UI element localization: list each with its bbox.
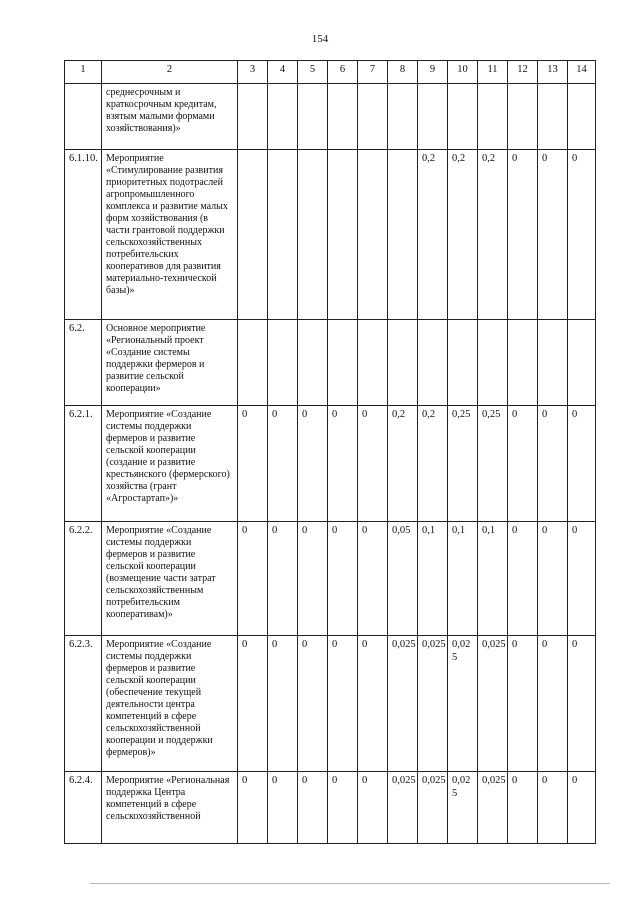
value-cell: 0 [328, 772, 358, 844]
value-cell: 0 [538, 772, 568, 844]
value-cell [358, 84, 388, 150]
row-description: Мероприятие «Создание системы поддержки фермеров и развитие сельской кооперации (возмещение части затрат сельскохозяйственным потребительским кооперативам)» [102, 522, 238, 636]
value-cell [508, 84, 538, 150]
value-cell: 0,025 [448, 636, 478, 772]
column-header: 9 [418, 61, 448, 84]
value-cell [238, 84, 268, 150]
column-header: 8 [388, 61, 418, 84]
value-cell: 0 [298, 772, 328, 844]
table-row [65, 406, 596, 522]
value-cell [358, 150, 388, 320]
value-cell: 0,025 [418, 772, 448, 844]
column-header: 14 [568, 61, 596, 84]
bottom-divider [90, 883, 610, 884]
column-header: 6 [328, 61, 358, 84]
value-cell: 0,2 [388, 406, 418, 522]
value-cell: 0 [328, 406, 358, 522]
value-cell: 0 [538, 406, 568, 522]
value-cell: 0,2 [478, 150, 508, 320]
data-table [64, 60, 596, 844]
value-cell: 0 [238, 522, 268, 636]
value-cell: 0 [568, 406, 596, 522]
value-cell: 0 [508, 772, 538, 844]
value-cell: 0 [568, 522, 596, 636]
value-cell [478, 320, 508, 406]
column-header: 4 [268, 61, 298, 84]
value-cell [238, 320, 268, 406]
row-code: 6.2.2. [65, 522, 102, 636]
value-cell: 0,1 [478, 522, 508, 636]
table-row [65, 636, 596, 772]
row-description: Мероприятие «Региональная поддержка Центра компетенций в сфере сельскохозяйственной [102, 772, 238, 844]
value-cell [568, 84, 596, 150]
value-cell: 0 [268, 772, 298, 844]
value-cell: 0,2 [418, 406, 448, 522]
value-cell [268, 84, 298, 150]
value-cell: 0 [508, 636, 538, 772]
value-cell: 0 [238, 636, 268, 772]
value-cell: 0 [358, 406, 388, 522]
value-cell: 0 [568, 772, 596, 844]
value-cell [328, 150, 358, 320]
value-cell: 0,25 [448, 406, 478, 522]
table-row [65, 320, 596, 406]
value-cell [508, 320, 538, 406]
row-code: 6.1.10. [65, 150, 102, 320]
value-cell [358, 320, 388, 406]
header-row [65, 61, 596, 84]
value-cell: 0 [508, 150, 538, 320]
value-cell: 0 [268, 522, 298, 636]
value-cell: 0 [538, 636, 568, 772]
value-cell [388, 150, 418, 320]
value-cell [478, 84, 508, 150]
value-cell [298, 320, 328, 406]
value-cell [268, 150, 298, 320]
value-cell [328, 84, 358, 150]
column-header: 1 [65, 61, 102, 84]
column-header: 10 [448, 61, 478, 84]
value-cell: 0,25 [478, 406, 508, 522]
value-cell [388, 84, 418, 150]
row-code: 6.2.4. [65, 772, 102, 844]
column-header: 12 [508, 61, 538, 84]
row-description: Мероприятие «Создание системы поддержки фермеров и развитие сельской кооперации (создание и развитие крестьянского (фермерского) хозяйства (грант «Агростартап»)» [102, 406, 238, 522]
value-cell [448, 320, 478, 406]
value-cell: 0 [358, 772, 388, 844]
value-cell: 0 [298, 406, 328, 522]
row-code: 6.2.3. [65, 636, 102, 772]
value-cell: 0,025 [418, 636, 448, 772]
value-cell: 0,025 [388, 636, 418, 772]
value-cell [298, 84, 328, 150]
value-cell: 0 [358, 636, 388, 772]
value-cell [568, 320, 596, 406]
value-cell: 0 [538, 522, 568, 636]
row-description: Мероприятие «Создание системы поддержки фермеров и развитие сельской кооперации (обеспечение текущей деятельности центра компетенций в сфере сельскохозяйственной кооперации и поддержки фермеров)» [102, 636, 238, 772]
value-cell: 0 [508, 406, 538, 522]
table-row [65, 772, 596, 844]
value-cell: 0,1 [448, 522, 478, 636]
value-cell [418, 84, 448, 150]
value-cell: 0 [268, 636, 298, 772]
value-cell: 0,025 [448, 772, 478, 844]
value-cell [538, 84, 568, 150]
value-cell: 0 [508, 522, 538, 636]
table-row [65, 522, 596, 636]
column-header: 7 [358, 61, 388, 84]
value-cell: 0,025 [478, 636, 508, 772]
value-cell [538, 320, 568, 406]
column-header: 13 [538, 61, 568, 84]
row-code: 6.2.1. [65, 406, 102, 522]
value-cell: 0,1 [418, 522, 448, 636]
value-cell: 0 [298, 522, 328, 636]
column-header: 3 [238, 61, 268, 84]
value-cell: 0 [268, 406, 298, 522]
page-number: 154 [311, 33, 329, 45]
value-cell: 0 [538, 150, 568, 320]
value-cell: 0 [238, 406, 268, 522]
value-cell: 0,025 [388, 772, 418, 844]
row-description: Основное мероприятие «Региональный проект «Создание системы поддержки фермеров и развитие сельской кооперации» [102, 320, 238, 406]
value-cell: 0 [568, 150, 596, 320]
value-cell [328, 320, 358, 406]
row-code [65, 84, 102, 150]
value-cell [418, 320, 448, 406]
value-cell [238, 150, 268, 320]
table-row [65, 150, 596, 320]
value-cell: 0 [358, 522, 388, 636]
table-row [65, 84, 596, 150]
row-description: среднесрочным и краткосрочным кредитам, взятым малыми формами хозяйствования)» [102, 84, 238, 150]
value-cell: 0 [568, 636, 596, 772]
value-cell: 0 [238, 772, 268, 844]
value-cell: 0,2 [448, 150, 478, 320]
value-cell [388, 320, 418, 406]
value-cell [268, 320, 298, 406]
column-header: 2 [102, 61, 238, 84]
value-cell: 0,05 [388, 522, 418, 636]
row-code: 6.2. [65, 320, 102, 406]
value-cell: 0,025 [478, 772, 508, 844]
value-cell: 0 [328, 636, 358, 772]
value-cell: 0 [328, 522, 358, 636]
value-cell: 0 [298, 636, 328, 772]
column-header: 5 [298, 61, 328, 84]
value-cell: 0,2 [418, 150, 448, 320]
row-description: Мероприятие «Стимулирование развития приоритетных подотраслей агропромышленного комплекса и развитие малых форм хозяйствования (в части грантовой поддержки сельскохозяйственных потребительских кооперативов для развития материально-технической базы)» [102, 150, 238, 320]
value-cell [448, 84, 478, 150]
column-header: 11 [478, 61, 508, 84]
value-cell [298, 150, 328, 320]
